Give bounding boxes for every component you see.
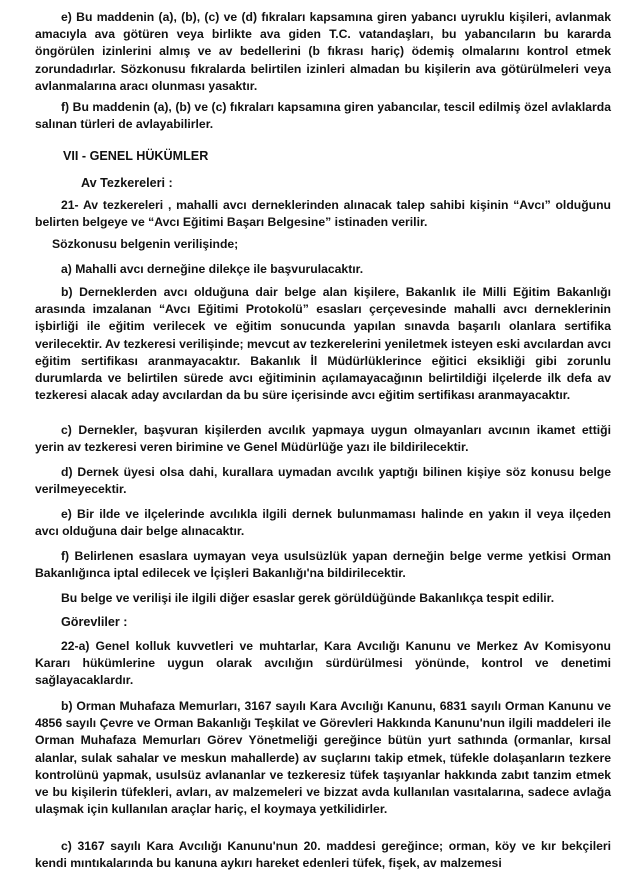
paragraph-article-22b: b) Orman Muhafaza Memurları, 3167 sayılı Kara Avcılığı Kanunu, 6831 sayılı Orman Kanunu ve 4856 sayılı Çevre ve Orman Bakanlığı Teşkilat ve Görevleri Hakkında Kanunu'nun ilgili maddeleri ile Orman Muhafaza Memurları Görev Yönetmeliği gereğince bütün yurt sathında (ormanlar, kırsal alanlar, sulak sahalar ve meskun mahallerde) av suçlarını takip etmek, tüfekle dolaşanların tezkere kontrolünü yapmak, usulsüz avlananlar ve tezkeresiz tüfek taşıyanlar hakkında zabıt tanzim etmek ve bu kişilerin tüfekleri, avları, av malzemeleri ve bizzat avda kullanılan vasıtalarına, sadece avlağa ulaşmak için kullanılan araçlar hariç, el koymaya yetkilidirler. (35, 699, 611, 817)
paragraph-item-e: e) Bir ilde ve ilçelerinde avcılıkla ilgili dernek bulunmaması halinde en yakın il veya ilçeden avcı olduğuna dair belge alınacaktır. (35, 507, 611, 539)
paragraph-f-private-reserves: f) Bu maddenin (a), (b) ve (c) fıkraları kapsamına giren yabancılar, tescil edilmiş özel avlaklarda salınan türleri de avlayabilirler. (35, 100, 611, 132)
section-heading-general-provisions: VII - GENEL HÜKÜMLER (63, 149, 209, 163)
paragraph-other-principles: Bu belge ve verilişi ile ilgili diğer esaslar gerek görüldüğünde Bakanlıkça tespit edilir. (61, 591, 555, 605)
paragraph-item-a: a) Mahalli avcı derneğine dilekçe ile başvurulacaktır. (61, 262, 364, 276)
paragraph-item-d: d) Dernek üyesi olsa dahi, kurallara uymadan avcılık yaptığı bilinen kişiye söz konusu belge verilmeyecektir. (35, 465, 611, 497)
paragraph-item-c: c) Dernekler, başvuran kişilerden avcılık yapmaya uygun olmayanları avcının ikamet ettiği yerin av tezkeresi veren birimine ve Genel Müdürlüğe yazı ile bildirilecektir. (35, 423, 611, 455)
paragraph-article-22c: c) 3167 sayılı Kara Avcılığı Kanunu'nun 20. maddesi gereğince; orman, köy ve kır bekçileri kendi mıntıkalarında bu kanuna aykırı hareket edenleri tüfek, fişek, av malzemesi (35, 839, 611, 871)
paragraph-e-foreign-hunters: e) Bu maddenin (a), (b), (c) ve (d) fıkraları kapsamına giren yabancı uyruklu kişileri, avlanmak amacıyla ava götüren veya birlikte ava giden T.C. vatandaşları, bu yabancıların bu kararda öngörülen izinlerini almış ve av bedellerini (b fıkrası hariç) ödemiş olmalarını kontrol etmek zorundadırlar. Sözkonusu fıkralarda belirtilen izinleri almadan bu kişilerin ava götürülmeleri veya avlanmalarına aracı olunması yasaktır. (35, 10, 611, 93)
paragraph-article-21: 21- Av tezkereleri , mahalli avcı derneklerinden alınacak talep sahibi kişinin “Avcı” olduğunu belirten belgeye ve “Avcı Eğitimi Başarı Belgesine” istinaden verilir. (35, 198, 611, 230)
paragraph-issuance-intro: Sözkonusu belgenin verilişinde; (52, 237, 239, 251)
paragraph-item-f: f) Belirlenen esaslara uymayan veya usulsüzlük yapan derneğin belge verme yetkisi Orman Bakanlığınca iptal edilecek ve İçişleri Bakanlığı'na bildirilecektir. (35, 549, 611, 581)
paragraph-item-b: b) Derneklerden avcı olduğuna dair belge alan kişilere, Bakanlık ile Milli Eğitim Bakanlığı arasında imzalanan “Avcı Eğitimi Protokolü” esasları çerçevesinde mahalli avcı derneklerinin işbirliği ile eğitim verilecek ve eğitim sonucunda yapılan sınavda başarılı olanlara sertifika verilecektir. Av tezkeresi verilişinde; mevcut av tezkerelerini yeniletmek isteyen eski avcılardan avcı eğitim sertifikası aranmayacaktır. Bakanlık İl Müdürlüklerince eğitici eksikliği gibi zorunlu durumlarda ve belirtilen sürede avcı eğitiminin açılamayacağının belirtildiği ilçelerde ilk defa av tezkeresi alacak aday avcılardan da bu süre içerisinde avcı eğitim sertifikası aranmayacaktır. (35, 285, 611, 403)
subheading-officials: Görevliler : (61, 615, 128, 629)
paragraph-article-22a: 22-a) Genel kolluk kuvvetleri ve muhtarlar, Kara Avcılığı Kanunu ve Merkez Av Komisyonu Kararı hükümlerine uygun olarak avcılığın sürdürülmesi yönünde, kontrol ve denetimi sağlayacaklardır. (35, 639, 611, 688)
subheading-hunting-licenses: Av Tezkereleri : (81, 176, 173, 190)
